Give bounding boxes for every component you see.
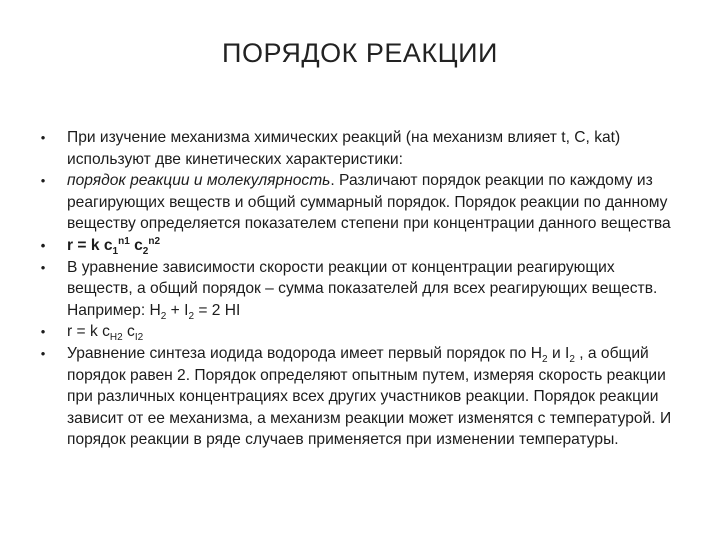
bullet-icon: • (40, 324, 46, 340)
bullet-icon: • (40, 130, 46, 145)
slide-title: ПОРЯДОК РЕАКЦИИ (222, 38, 498, 68)
item-italic-text: порядок реакции и молекулярность (67, 172, 331, 190)
rate-formula: r = k $c_1^{n1}$ $c_2^{n2}$ (67, 235, 161, 258)
bullet-icon: • (40, 259, 46, 275)
list-item (36, 343, 676, 451)
item-text: При изучение механизма химических реакций (на механизм влияет t, C, kat) используют две кинетических характеристики: (67, 129, 621, 168)
list-item (36, 127, 676, 170)
bullet-icon: • (40, 173, 46, 189)
bullet-icon: • (40, 345, 46, 361)
bullet-list (36, 127, 676, 451)
item-text: . Различают порядок реакции по каждому из реагирующих веществ и общий суммарный порядок. Порядок реакции по данному веществу определяется показателем степени при концентрации данного вещества (67, 172, 671, 233)
item-text: В уравнение зависимости скорости реакции от концентрации реагирующих веществ, а общий порядок – сумма показателей для всех реагирующих веществ. Например: $H_2 + I_2 = 2$ HI (67, 258, 658, 322)
list-item (36, 170, 676, 235)
list-item (36, 235, 676, 257)
item-text: Уравнение синтеза иодида водорода имеет первый порядок по $H_2$ и $I_2$ , а общий порядок равен 2. Порядок определяют опытным путем, измеряя скорость реакции при различных концентрациях всех других участников реакции. Порядок реакции зависит от ее механизма, а механизм реакции может изменятся с температурой. И порядок реакции в ряде случаев применяется при изменении температуры. (67, 344, 672, 449)
bullet-icon: • (40, 237, 46, 253)
hi-rate-formula: r = k $c_{H2}$ $c_{I2}$ (67, 323, 144, 344)
list-item (36, 321, 676, 343)
list-item (36, 257, 676, 322)
